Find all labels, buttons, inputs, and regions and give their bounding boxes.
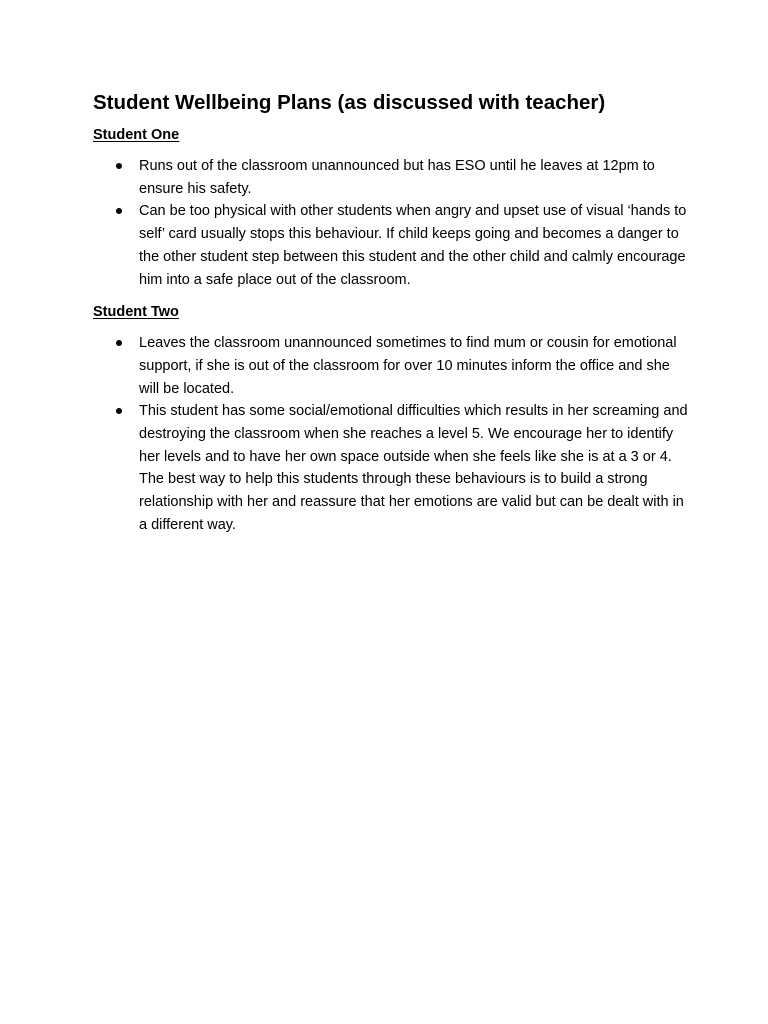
list-item (93, 332, 693, 400)
bullet-icon (116, 408, 122, 414)
list-item-text: Can be too physical with other students when angry and upset use of visual ‘hands to self’ card usually stops this behaviour. If child keeps going and becomes a danger to the other student step between this student and the other child and calmly encourage him into a safe place out of the classroom. (139, 203, 687, 288)
section-heading-student-one: Student One (93, 127, 180, 143)
bullet-icon (116, 340, 122, 346)
list-item (93, 155, 693, 200)
student-two-bullet-list (93, 332, 693, 536)
list-item (93, 400, 693, 536)
bullet-icon (116, 163, 122, 169)
bullet-icon (116, 208, 122, 214)
student-one-bullet-list (93, 155, 693, 291)
list-item (93, 200, 693, 291)
document-title: Student Wellbeing Plans (as discussed with teacher) (93, 91, 606, 114)
list-item-text: Leaves the classroom unannounced sometimes to find mum or cousin for emotional support, if she is out of the classroom for over 10 minutes inform the office and she will be located. (139, 335, 677, 397)
list-item-text: This student has some social/emotional difficulties which results in her screaming and destroying the classroom when she reaches a level 5. We encourage her to identify her levels and to have her own space outside when she feels like she is at a 3 or 4. The best way to help this students through these behaviours is to build a strong relationship with her and reassure that her emotions are valid but can be dealt with in a different way. (139, 403, 688, 533)
list-item-text: Runs out of the classroom unannounced but has ESO until he leaves at 12pm to ensure his safety. (139, 158, 655, 197)
document-body (93, 88, 693, 548)
section-heading-student-two: Student Two (93, 304, 179, 321)
